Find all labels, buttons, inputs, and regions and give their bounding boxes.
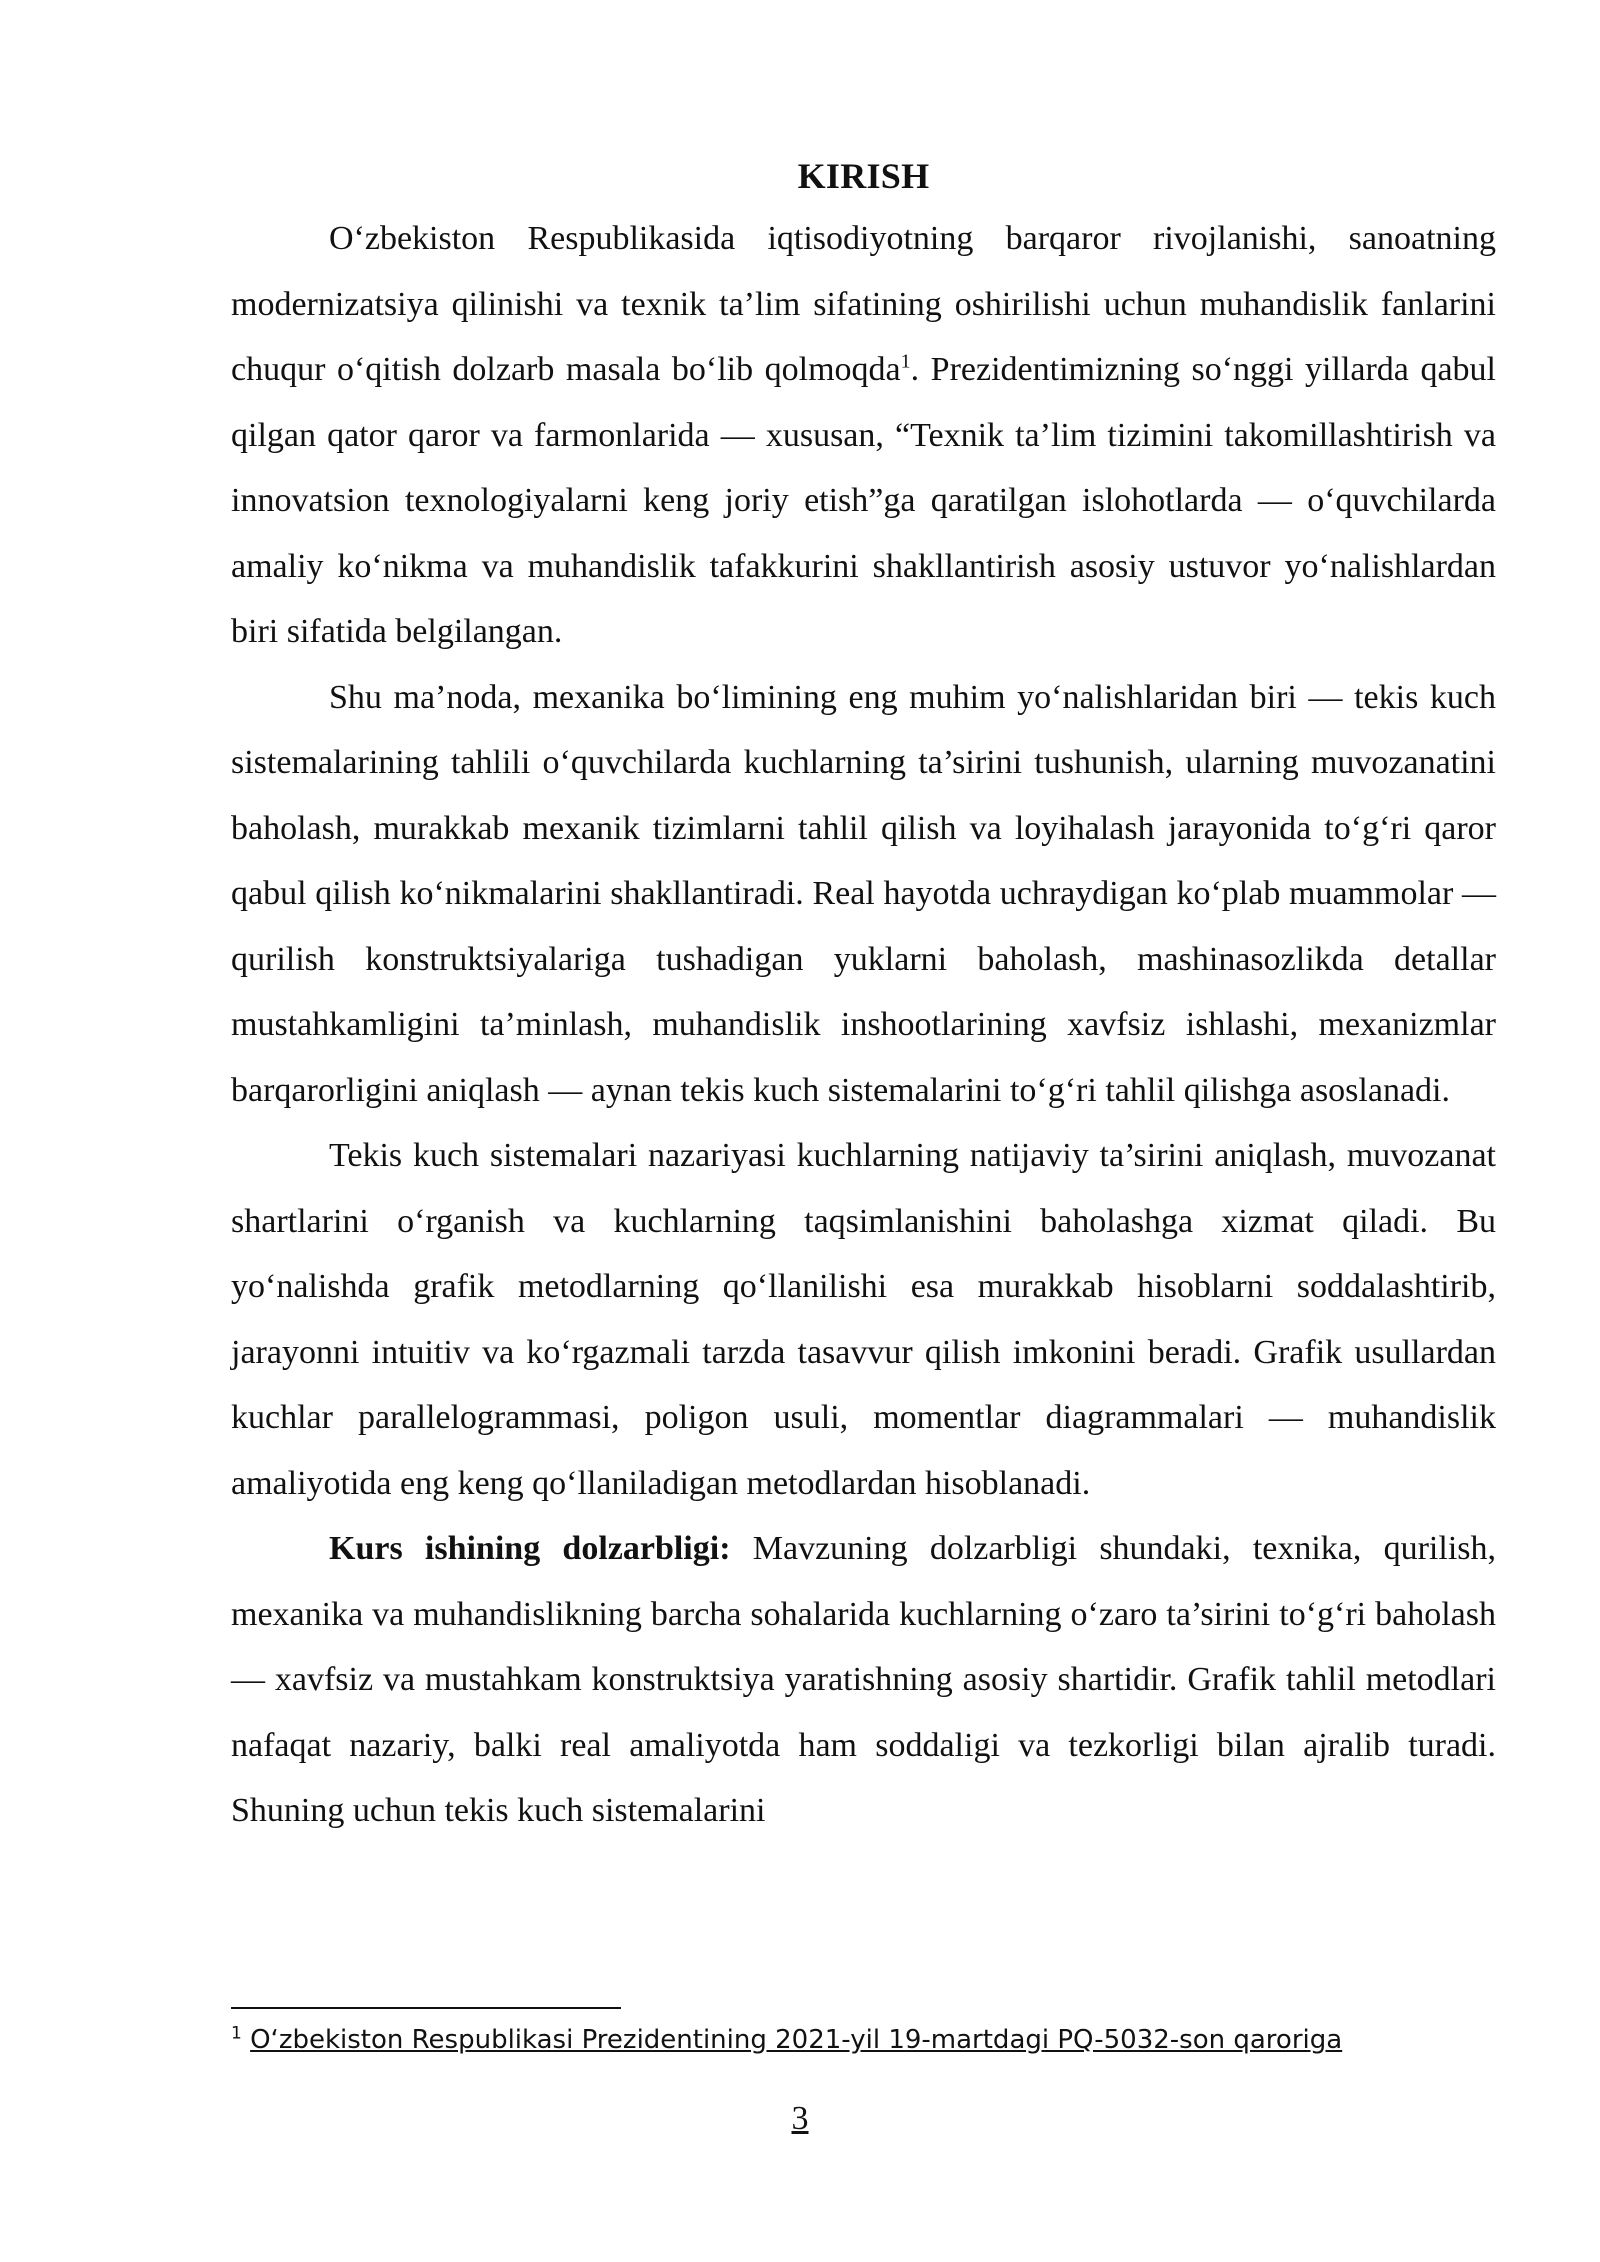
paragraph-relevance [231, 1516, 1496, 1844]
footnote-reference[interactable]: 1 [900, 350, 911, 373]
paragraph-intro-text-b: . Prezidentimizning so‘nggi yillarda qabul qilgan qator qaror va farmonlarida — xususan, “Texnik ta’lim tizimini takomillashtirish va innovatsion texnologiyalarni keng joriy etish”ga qaratilgan islohotlarda — o‘quvchilarda amaliy ko‘nikma va muhandislik tafakkurini shakllantirish asosiy ustuvor yo‘nalishlardan biri sifatida belgilangan. [231, 351, 1496, 650]
paragraph-intro [231, 206, 1496, 665]
footnote [231, 2022, 1342, 2058]
footnote-link[interactable]: O‘zbekiston Respublikasi Prezidentining 2021-yil 19-martdagi PQ-5032-son qaroriga [250, 2025, 1343, 2055]
page-number-value: 3 [791, 2100, 809, 2137]
section-heading: KIRISH [797, 156, 930, 196]
footnote-marker: 1 [231, 2023, 242, 2044]
paragraph-intro-text-a: O‘zbekiston Respublikasida iqtisodiyotning barqaror rivojlanishi, sanoatning modernizatsiya qilinishi va texnik ta’lim sifatining oshirilishi uchun muhandislik fanlarini chuqur o‘qitish dolzarb masala bo‘lib qolmoqda [231, 220, 1496, 388]
footnote-divider [231, 2007, 621, 2009]
relevance-label: Kurs ishining dolzarbligi: [329, 1530, 731, 1567]
relevance-text: Mavzuning dolzarbligi shundaki, texnika, qurilish, mexanika va muhandislikning barcha sohalarida kuchlarning o‘zaro ta’sirini to‘g‘ri baholash — xavfsiz va mustahkam konstruktsiya yaratishning asosiy shartidir. Grafik tahlil metodlari nafaqat nazariy, balki real amaliyotda ham soddaligi va tezkorligi bilan ajralib turadi. Shuning uchun tekis kuch sistemalarini [231, 1530, 1496, 1829]
paragraph-mechanics: Shu ma’noda, mexanika bo‘limining eng muhim yo‘nalishlaridan biri — tekis kuch sistemalarining tahlili o‘quvchilarda kuchlarning ta’sirini tushunish, ularning muvozanatini baholash, murakkab mexanik tizimlarni tahlil qilish va loyihalash jarayonida to‘g‘ri qaror qabul qilish ko‘nikmalarini shakllantiradi. Real hayotda uchraydigan ko‘plab muammolar — qurilish konstruktsiyalariga tushadigan yuklarni baholash, mashinasozlikda detallar mustahkamligini ta’minlash, muhandislik inshootlarining xavfsiz ishlashi, mexanizmlar barqarorligini aniqlash — aynan tekis kuch sistemalarini to‘g‘ri tahlil qilishga asoslanadi. [231, 678, 1496, 1109]
paragraph-theory: Tekis kuch sistemalari nazariyasi kuchlarning natijaviy ta’sirini aniqlash, muvozanat shartlarini o‘rganish va kuchlarning taqsimlanishini baholashga xizmat qiladi. Bu yo‘nalishda grafik metodlarning qo‘llanilishi esa murakkab hisoblarni soddalashtirib, jarayonni intuitiv va ko‘rgazmali tarzda tasavvur qilish imkonini beradi. Grafik usullardan kuchlar parallelogrammasi, poligon usuli, momentlar diagrammalari — muhandislik amaliyotida eng keng qo‘llaniladigan metodlardan hisoblanadi. [231, 1137, 1496, 1502]
document-body [231, 150, 1496, 1844]
page-number [0, 2096, 1600, 2142]
